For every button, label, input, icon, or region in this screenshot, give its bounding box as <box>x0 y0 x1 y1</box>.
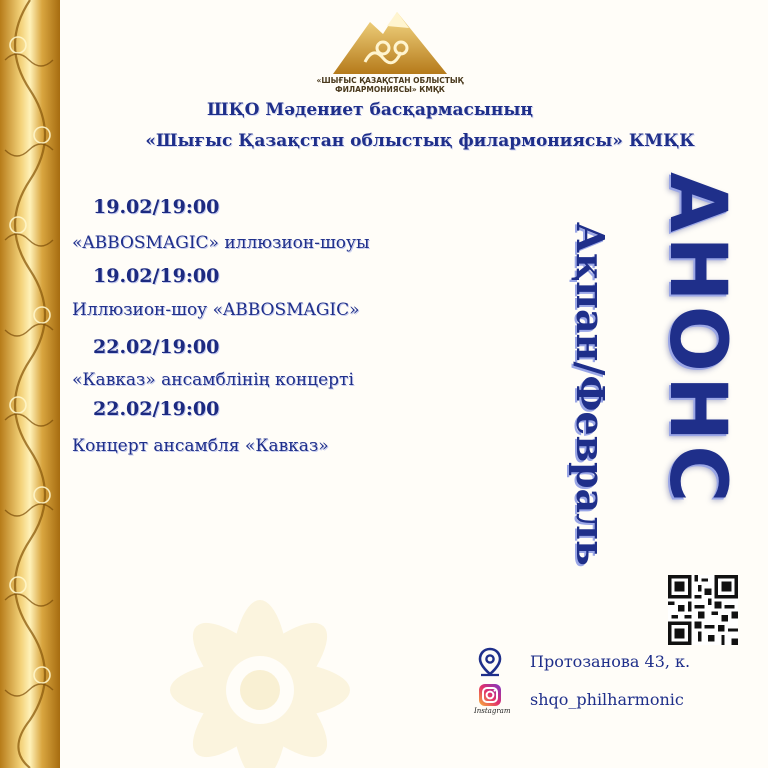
qr-code-icon[interactable] <box>668 575 738 645</box>
instagram-caption: Instagram <box>474 707 511 715</box>
header-line1: ШҚО Мәдениет басқармасының <box>207 100 533 120</box>
anons-title: АНОНС <box>652 172 742 507</box>
event-title: Концерт ансамбля «Кавказ» <box>72 436 329 456</box>
event-title: Иллюзион-шоу «ABBOSMAGIC» <box>72 300 360 320</box>
philharmonic-logo <box>316 4 464 94</box>
address-text: Протозанова 43, к. <box>530 652 691 671</box>
logo-caption-line1: «ШЫҒЫС ҚАЗАҚСТАН ОБЛЫСТЫҚ <box>316 76 464 85</box>
event-date: 19.02/19:00 <box>93 196 220 218</box>
mountain-music-logo-icon <box>325 4 455 79</box>
gold-ornament-border <box>0 0 60 768</box>
logo-caption-line2: ФИЛАРМОНИЯСЫ» КМҚК <box>335 85 445 94</box>
event-date: 19.02/19:00 <box>93 265 220 287</box>
event-title: «Кавказ» ансамблінің концерті <box>72 370 354 390</box>
month-title: Ақпан/Февраль <box>568 222 613 566</box>
event-title: «ABBOSMAGIC» иллюзион-шоуы <box>72 233 370 253</box>
ornament-rosette-icon <box>70 470 450 768</box>
header-line2: «Шығыс Қазақстан облыстық филармониясы» КМҚК <box>145 131 695 151</box>
event-date: 22.02/19:00 <box>93 398 220 420</box>
event-date: 22.02/19:00 <box>93 336 220 358</box>
location-pin-icon <box>477 647 503 677</box>
instagram-handle[interactable]: shqo_philharmonic <box>530 690 684 709</box>
